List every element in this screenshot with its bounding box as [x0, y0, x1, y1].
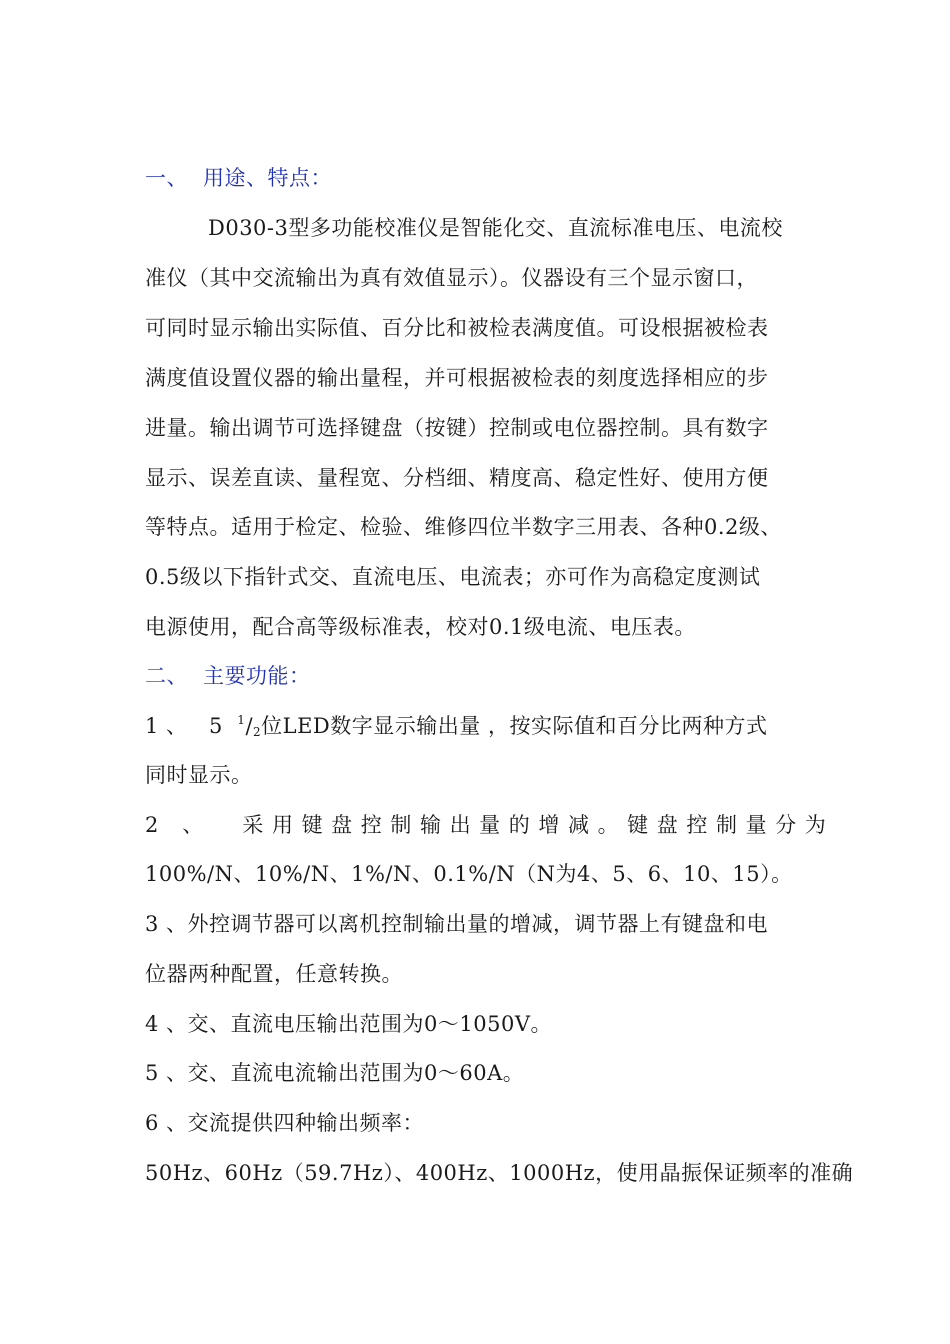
fraction-denominator: 2 [253, 725, 262, 739]
list-item-4: 4 、交、直流电压输出范围为0～1050V。 [145, 1012, 553, 1036]
list-item-5: 5 、交、直流电流输出范围为0～60A。 [145, 1061, 525, 1085]
list-item-2-cont: 100%/N、10%/N、1%/N、0.1%/N（N为4、5、6、10、15）。 [145, 862, 793, 886]
paragraph-line: 0.5级以下指针式交、直流电压、电流表；亦可作为高稳定度测试 [145, 565, 761, 589]
paragraph-line: 显示、误差直读、量程宽、分档细、精度高、稳定性好、使用方便 [145, 466, 769, 490]
paragraph-line: 等特点。适用于检定、检验、维修四位半数字三用表、各种0.2级、 [145, 515, 782, 539]
section-number: 二、 [145, 664, 188, 688]
item-prefix: 1 、 5 [145, 714, 231, 738]
list-item-3-cont: 位器两种配置，任意转换。 [145, 962, 403, 986]
section-heading-1 [145, 163, 332, 193]
paragraph-line: 满度值设置仪器的输出量程，并可根据被检表的刻度选择相应的步 [145, 366, 769, 390]
fraction-slash: / [245, 714, 254, 738]
list-item-6-cont: 50Hz、60Hz（59.7Hz）、400Hz、1000Hz，使用晶振保证频率的准确 [145, 1161, 854, 1185]
section-heading-2 [145, 661, 311, 691]
paragraph-line: 准仪（其中交流输出为真有效值显示）。仪器设有三个显示窗口， [145, 266, 758, 290]
paragraph-line: 电源使用，配合高等级标准表，校对0.1级电流、电压表。 [145, 615, 696, 639]
list-item-1 [145, 711, 767, 744]
list-item-1-cont: 同时显示。 [145, 763, 253, 787]
section-title: 主要功能： [203, 664, 311, 688]
paragraph-line: 进量。输出调节可选择键盘（按键）控制或电位器控制。具有数字 [145, 416, 769, 440]
paragraph-line: 可同时显示输出实际值、百分比和被检表满度值。可设根据被检表 [145, 316, 769, 340]
list-item-3: 3 、外控调节器可以离机控制输出量的增减，调节器上有键盘和电 [145, 912, 769, 936]
paragraph-line: D030-3型多功能校准仪是智能化交、直流标准电压、电流校 [208, 216, 783, 240]
section-number: 一、 [145, 166, 188, 190]
list-item-2: 2 、 采用键盘控制输出量的增减。键盘控制量分为 [145, 813, 835, 837]
list-item-6: 6 、交流提供四种输出频率： [145, 1111, 425, 1135]
item-text: 位LED数字显示输出量 ，按实际值和百分比两种方式 [261, 714, 768, 738]
section-title: 用途、特点： [203, 166, 332, 190]
fraction-numerator: 1 [237, 713, 246, 727]
